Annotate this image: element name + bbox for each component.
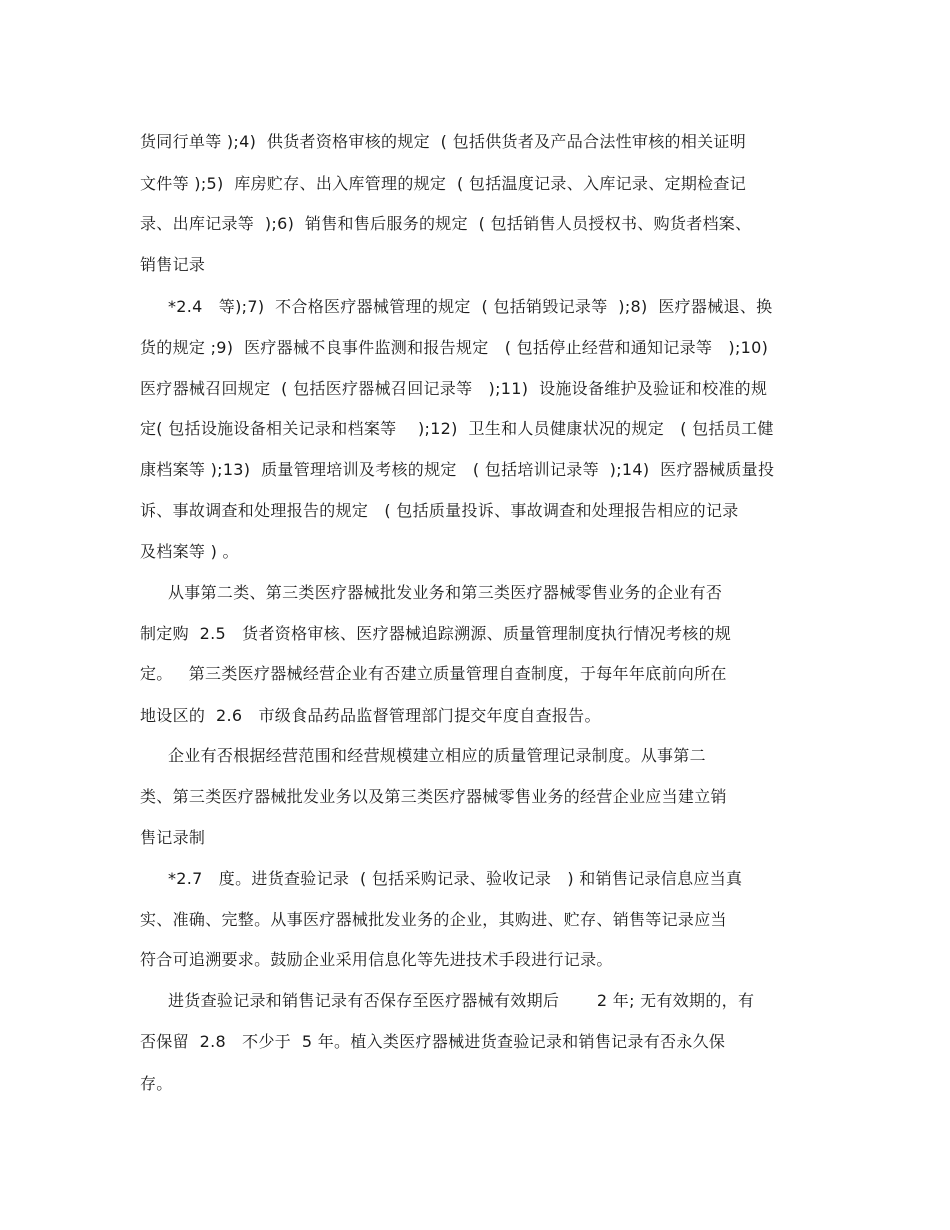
text-line: 地设区的 2.6 市级食品药品监督管理部门提交年度自查报告。 bbox=[140, 706, 601, 725]
text-line: 制定购 2.5 货者资格审核、医疗器械追踪溯源、质量管理制度执行情况考核的规 bbox=[140, 624, 732, 643]
text-line: 文件等 );5) 库房贮存、出入库管理的规定 ( 包括温度记录、入库记录、定期检查记 bbox=[140, 174, 747, 193]
text-line: 实、准确、完整。从事医疗器械批发业务的企业，其购进、贮存、销售等记录应当 bbox=[140, 910, 727, 929]
text-line: 类、第三类医疗器械批发业务以及第三类医疗器械零售业务的经营企业应当建立销 bbox=[140, 787, 727, 806]
text-line: 销售记录 bbox=[140, 255, 206, 274]
text-line: 录、出库记录等 );6) 销售和售后服务的规定 ( 包括销售人员授权书、购货者档案、 bbox=[140, 214, 752, 233]
text-line: *2.4 等);7) 不合格医疗器械管理的规定 ( 包括销毁记录等 );8) 医疗器械退、换 bbox=[168, 297, 773, 316]
text-line: 符合可追溯要求。鼓励企业采用信息化等先进技术手段进行记录。 bbox=[140, 950, 613, 969]
text-line: 企业有否根据经营范围和经营规模建立相应的质量管理记录制度。从事第二 bbox=[168, 746, 706, 765]
text-line: 定( 包括设施设备相关记录和档案等 );12) 卫生和人员健康状况的规定 ( 包括员工健 bbox=[140, 419, 774, 438]
text-line: 货同行单等 );4) 供货者资格审核的规定 ( 包括供货者及产品合法性审核的相关证明 bbox=[140, 132, 747, 151]
text-line: 进货查验记录和销售记录有否保存至医疗器械有效期后 2 年; 无有效期的，有 bbox=[168, 991, 755, 1010]
text-line: 及档案等 ) 。 bbox=[140, 542, 239, 561]
text-line: 康档案等 );13) 质量管理培训及考核的规定 ( 包括培训记录等 );14) 医疗器械质量投 bbox=[140, 460, 775, 479]
text-line: 存。 bbox=[140, 1074, 173, 1093]
text-line: *2.7 度。进货查验记录 ( 包括采购记录、验收记录 ) 和销售记录信息应当真 bbox=[168, 869, 743, 888]
text-line: 从事第二类、第三类医疗器械批发业务和第三类医疗器械零售业务的企业有否 bbox=[168, 583, 723, 602]
text-line: 否保留 2.8 不少于 5 年。植入类医疗器械进货查验记录和销售记录有否永久保 bbox=[140, 1032, 726, 1051]
text-line: 诉、事故调查和处理报告的规定 ( 包括质量投诉、事故调查和处理报告相应的记录 bbox=[140, 501, 739, 520]
text-line: 货的规定 ;9) 医疗器械不良事件监测和报告规定 ( 包括停止经营和通知记录等 );10) bbox=[140, 338, 769, 357]
text-line: 售记录制 bbox=[140, 828, 206, 847]
text-line: 定。 第三类医疗器械经营企业有否建立质量管理自查制度，于每年年底前向所在 bbox=[140, 664, 727, 683]
text-line: 医疗器械召回规定 ( 包括医疗器械召回记录等 );11) 设施设备维护及验证和校准的规 bbox=[140, 379, 768, 398]
